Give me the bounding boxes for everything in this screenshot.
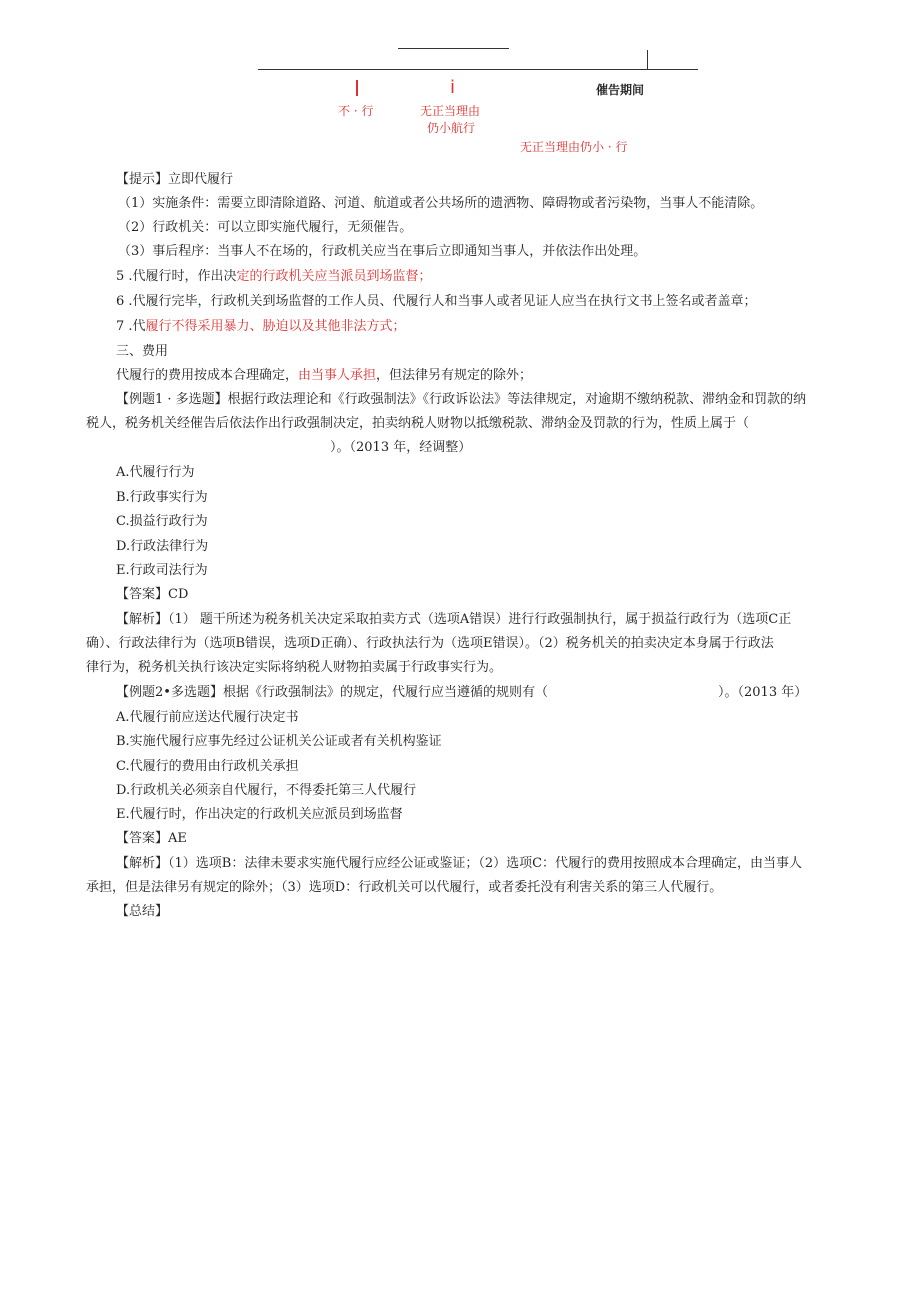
fee-text-1: 代履行的费用按成本合理确定， [116,368,299,383]
example1-question-line2: 税人，税务机关经催告后依法作出行政强制决定，拍卖纳税人财物以抵缴税款、滞纳金及罚款的行为，性质上属于（ [86,416,750,431]
rule-7-text: .代 [124,319,146,334]
example2-analysis-line2: 承担，但是法律另有规定的除外；（3）选项D：行政机关可以代履行，或者委托没有利害关系的第三人代履行。 [86,880,723,895]
example2-option-b: B.实施代履行应事先经过公证机关公证或者有关机构鉴证 [116,734,442,749]
fee-text-2: ，但法律另有规定的除外； [376,368,533,383]
right-vertical-tick [647,50,648,70]
fee-paragraph [116,364,876,388]
example2-question-text: 【例题2•多选题】根据《行政强制法》的规定，代履行应当遵循的规则有（ [116,685,548,700]
summary-title: 【总结】 [116,904,169,919]
label-no-perform: 不 · 行 [338,104,374,118]
example1-question-line3: ）。（2013 年，经调整） [330,440,472,455]
label-no-reason-line2: 仍小航行 [427,121,476,135]
main-timeline-line [258,69,698,70]
hint-title: 【提示】立即代履行 [116,172,234,187]
example1-analysis-line3: 律行为，税务机关执行该决定实际将纳税人财物拍卖属于行政事实行为。 [86,660,503,675]
rule-7 [116,315,876,339]
rule-5 [116,265,876,289]
short-top-line [398,48,509,49]
example2-option-e: E.代履行时，作出决定的行政机关应派员到场监督 [116,807,403,822]
fee-highlight: 由当事人承担 [298,368,377,383]
rule-6-number: 6 [116,294,125,309]
example1-option-a: A.代履行行为 [116,465,195,480]
rule-6-text: .代履行完毕，行政机关到场监督的工作人员、代履行人和当事人或者见证人应当在执行文书上签名或者盖章； [124,294,757,309]
example2-question-end: ）。（2013 年） [718,685,808,700]
example1-analysis-line2: 确）、行政法律行为（选项B错误，选项D正确）、行政执法行为（选项E错误）。（2）税务机关的拍卖决定本身属于行政法 [86,636,774,651]
example1-option-c: C.损益行政行为 [116,514,208,529]
red-i-marker: i [450,77,456,98]
rule-7-number: 7 [116,319,125,334]
example1-option-b: B.行政事实行为 [116,490,208,505]
red-tick-marker [356,80,358,96]
rule-7-highlight: 履行不得采用暴力、胁迫以及其他非法方式； [145,319,406,334]
example1-analysis-line1: 【解析】（1） 题干所述为税务机关决定采取拍卖方式（选项A错误）进行行政强制执行，属于损益行政行为（选项C正 [116,612,792,627]
hint-item-1: （1）实施条件：需要立即清除道路、河道、航道或者公共场所的遗洒物、障碍物或者污染物，当事人不能清除。 [118,196,764,211]
label-no-reason-line1: 无正当理由 [420,104,481,118]
rule-6 [116,290,876,314]
example1-answer: 【答案】CD [116,587,189,602]
label-no-reason-long: 无正当理由仍小 · 行 [520,140,628,154]
example1-option-d: D.行政法律行为 [116,539,209,554]
example2-analysis-line1: 【解析】（1）选项B：法律未要求实施代履行应经公证或鉴证；（2）选项C：代履行的费用按照成本合理确定，由当事人 [116,856,803,871]
example1-option-e: E.行政司法行为 [116,563,208,578]
example2-answer: 【答案】AE [116,831,187,846]
hint-item-2: （2）行政机关：可以立即实施代履行，无须催告。 [118,220,413,235]
label-notice-period: 催告期间 [596,83,645,97]
example2-option-c: C.代履行的费用由行政机关承担 [116,759,299,774]
example1-question-line1: 【例题1 · 多选题】根据行政法理论和《行政强制法》《行政诉讼法》等法律规定，对逾期不缴纳税款、滞纳金和罚款的纳 [116,392,807,407]
example2-option-a: A.代履行前应送达代履行决定书 [116,710,299,725]
rule-5-number: 5 [116,269,125,284]
rule-5-highlight: 定的行政机关应当派员到场监督； [236,269,432,284]
hint-item-3: （3）事后程序：当事人不在场的，行政机关应当在事后立即通知当事人，并依法作出处理。 [118,244,647,259]
fee-heading: 三、费用 [116,344,169,359]
example2-option-d: D.行政机关必须亲自代履行，不得委托第三人代履行 [116,783,417,798]
rule-5-text: .代履行时，作出决 [124,269,237,284]
